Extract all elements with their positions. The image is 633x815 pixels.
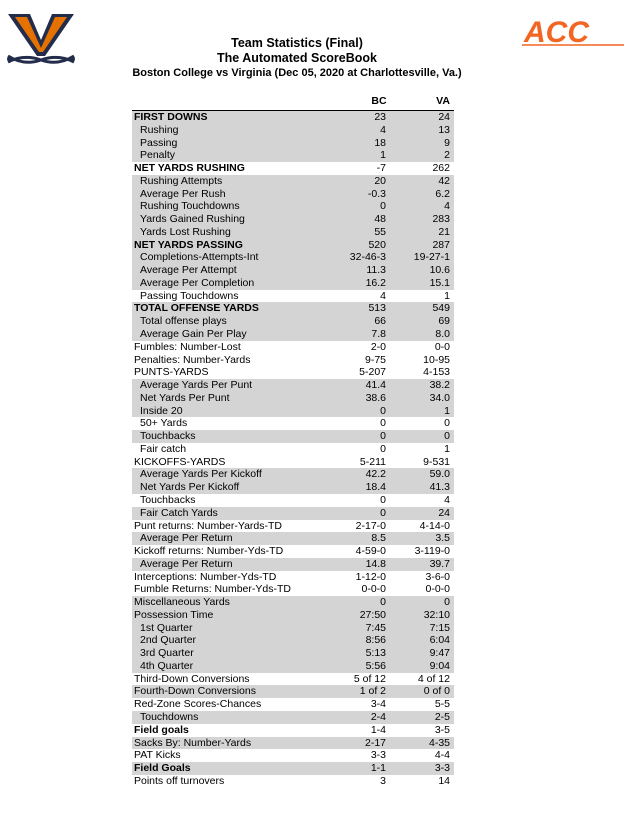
table-row — [132, 762, 454, 775]
table-row — [132, 251, 454, 264]
table-row — [132, 290, 454, 303]
stat-value-va: 10-95 — [423, 353, 450, 366]
stat-value-bc: 18 — [374, 136, 386, 149]
table-row — [132, 494, 454, 507]
stat-label: Rushing Attempts — [140, 174, 223, 187]
stat-label: Fumble Returns: Number-Yds-TD — [134, 583, 291, 596]
stat-value-va: 10.6 — [429, 264, 450, 277]
stat-value-va: 1 — [444, 404, 450, 417]
stat-value-bc: 1-1 — [370, 762, 386, 775]
stat-label: 4th Quarter — [140, 659, 194, 672]
stat-value-va: 14 — [438, 774, 450, 787]
table-row — [132, 264, 454, 277]
stat-label: Touchbacks — [140, 493, 196, 506]
column-header-va: VA — [436, 95, 450, 107]
table-row — [132, 737, 454, 750]
stat-value-va: 262 — [432, 162, 450, 175]
stat-value-va: 4-153 — [423, 366, 450, 379]
stat-value-va: 3-6-0 — [425, 570, 450, 583]
stat-label: Interceptions: Number-Yds-TD — [134, 570, 277, 583]
stat-value-va: 5-5 — [434, 698, 450, 711]
stat-value-bc: 0-0-0 — [361, 583, 386, 596]
stat-value-va: 9:47 — [429, 647, 450, 660]
table-row — [132, 583, 454, 596]
table-row — [132, 392, 454, 405]
table-row — [132, 673, 454, 686]
table-row — [132, 379, 454, 392]
stat-value-va: 7:15 — [429, 621, 450, 634]
stat-label: Penalties: Number-Yards — [134, 353, 251, 366]
column-header-bc: BC — [371, 95, 387, 107]
table-row — [132, 354, 454, 367]
table-row — [132, 417, 454, 430]
stat-value-va: 32:10 — [423, 608, 450, 621]
stat-value-va: 0-0-0 — [425, 583, 450, 596]
table-row — [132, 660, 454, 673]
stat-value-va: 24 — [438, 111, 450, 123]
stat-value-va: 4-14-0 — [419, 519, 450, 532]
stat-label: 3rd Quarter — [140, 647, 194, 660]
acc-logo-text: ACC — [524, 16, 589, 48]
stat-value-bc: 1 — [380, 149, 386, 162]
table-row — [132, 532, 454, 545]
stat-label: Points off turnovers — [134, 774, 225, 787]
stat-label: Average Per Return — [140, 557, 233, 570]
stat-value-va: 0 — [444, 417, 450, 430]
stat-value-va: 4 of 12 — [417, 672, 450, 685]
stat-value-bc: 0 — [380, 417, 386, 430]
table-row — [132, 239, 454, 252]
stat-value-bc: 18.4 — [365, 481, 386, 494]
report-header — [0, 36, 594, 81]
stat-label: Passing Touchdowns — [140, 289, 239, 302]
stat-value-bc: 20 — [374, 174, 386, 187]
stat-label: Fourth-Down Conversions — [134, 685, 256, 698]
table-row — [132, 124, 454, 137]
stat-label: Touchdowns — [140, 710, 199, 723]
stat-value-va: 2-5 — [434, 710, 450, 723]
stat-label: NET YARDS RUSHING — [134, 162, 245, 175]
game-info: Boston College vs Virginia (Dec 05, 2020 at Charlottesville, Va.) — [132, 67, 462, 79]
table-row — [132, 111, 454, 124]
stat-label: PAT Kicks — [134, 749, 181, 762]
stat-value-va: 0-0 — [434, 340, 450, 353]
table-row — [132, 405, 454, 418]
stat-value-va: 8.0 — [435, 328, 450, 341]
stat-value-bc: 42.2 — [365, 468, 386, 481]
stat-value-va: 9 — [444, 136, 450, 149]
table-row — [132, 468, 454, 481]
table-row — [132, 175, 454, 188]
stat-label: Average Gain Per Play — [140, 328, 247, 341]
stat-value-bc: 4 — [380, 123, 386, 136]
table-row — [132, 328, 454, 341]
stat-value-bc: -0.3 — [367, 187, 386, 200]
table-row — [132, 277, 454, 290]
stat-value-bc: 32-46-3 — [349, 251, 386, 264]
table-row — [132, 226, 454, 239]
table-row — [132, 137, 454, 150]
table-row — [132, 430, 454, 443]
table-row — [132, 162, 454, 175]
stat-value-va: 6.2 — [435, 187, 450, 200]
stat-label: TOTAL OFFENSE YARDS — [134, 302, 259, 315]
stat-value-va: 549 — [432, 302, 450, 315]
stat-value-va: 19-27-1 — [413, 251, 450, 264]
stat-value-va: 287 — [432, 238, 450, 251]
stat-value-va: 3.5 — [435, 532, 450, 545]
table-row — [132, 520, 454, 533]
stat-label: Fair Catch Yards — [140, 506, 218, 519]
stat-label: Possession Time — [134, 608, 214, 621]
stat-label: Yards Gained Rushing — [140, 213, 245, 226]
stat-label: 1st Quarter — [140, 621, 193, 634]
stat-label: Net Yards Per Kickoff — [140, 481, 240, 494]
stat-value-va: 4 — [444, 200, 450, 213]
stat-value-va: 15.1 — [429, 276, 450, 289]
table-row — [132, 456, 454, 469]
stat-value-bc: 2-4 — [370, 710, 386, 723]
table-row — [132, 481, 454, 494]
stat-value-bc: 0 — [380, 430, 386, 443]
stat-label: Average Yards Per Kickoff — [140, 468, 262, 481]
table-row — [132, 188, 454, 201]
stat-value-va: 39.7 — [429, 557, 450, 570]
table-row — [132, 302, 454, 315]
stat-value-va: 3-119-0 — [414, 545, 450, 558]
stat-label: Rushing — [140, 123, 179, 136]
stat-label: 2nd Quarter — [140, 634, 197, 647]
stat-label: Punt returns: Number-Yards-TD — [134, 519, 283, 532]
stat-label: Average Per Completion — [140, 276, 255, 289]
stat-value-va: 6:04 — [429, 634, 450, 647]
table-row — [132, 507, 454, 520]
stat-value-bc: 8.5 — [371, 532, 386, 545]
stat-value-va: 1 — [444, 289, 450, 302]
stat-value-va: 0 — [444, 430, 450, 443]
table-row — [132, 545, 454, 558]
stat-label: Rushing Touchdowns — [140, 200, 240, 213]
stat-value-bc: 520 — [368, 238, 386, 251]
stat-value-bc: 5:13 — [365, 647, 386, 660]
stat-value-bc: 66 — [374, 315, 386, 328]
stat-value-va: 3-5 — [434, 723, 450, 736]
stat-label: Sacks By: Number-Yards — [134, 736, 252, 749]
table-row — [132, 558, 454, 571]
stat-value-bc: 5 of 12 — [353, 672, 386, 685]
stat-value-bc: 1-4 — [370, 723, 386, 736]
stat-value-bc: 2-0 — [370, 340, 386, 353]
stat-value-bc: 7:45 — [365, 621, 386, 634]
stat-value-va: 1 — [444, 442, 450, 455]
stat-value-bc: 3 — [380, 774, 386, 787]
stat-value-va: 38.2 — [429, 379, 450, 392]
stat-value-bc: 5:56 — [365, 659, 386, 672]
stat-label: Passing — [140, 136, 178, 149]
stat-value-va: 4 — [444, 493, 450, 506]
table-row — [132, 341, 454, 354]
stat-label: Net Yards Per Punt — [140, 391, 230, 404]
table-row — [132, 634, 454, 647]
stat-label: 50+ Yards — [140, 417, 188, 430]
stat-value-va: 34.0 — [429, 391, 450, 404]
stat-label: Inside 20 — [140, 404, 183, 417]
stat-value-bc: 55 — [374, 225, 386, 238]
table-row — [132, 200, 454, 213]
table-row — [132, 443, 454, 456]
stat-value-bc: 11.3 — [366, 264, 386, 277]
stat-label: Kickoff returns: Number-Yds-TD — [134, 545, 284, 558]
stat-label: Yards Lost Rushing — [140, 225, 231, 238]
stat-label: NET YARDS PASSING — [134, 238, 243, 251]
table-row — [132, 366, 454, 379]
stat-value-bc: 14.8 — [365, 557, 386, 570]
stat-label: PUNTS-YARDS — [134, 366, 209, 379]
stat-label: Average Per Attempt — [140, 264, 237, 277]
stat-value-va: 0 of 0 — [423, 685, 450, 698]
stat-value-va: 13 — [438, 123, 450, 136]
table-row — [132, 596, 454, 609]
column-headers — [132, 95, 454, 108]
stat-label: Third-Down Conversions — [134, 672, 250, 685]
stat-value-va: 69 — [438, 315, 450, 328]
stat-label: Field Goals — [134, 762, 191, 775]
table-row — [132, 698, 454, 711]
stat-value-bc: 513 — [368, 302, 386, 315]
stat-value-va: 4-4 — [434, 749, 450, 762]
table-row — [132, 609, 454, 622]
table-row — [132, 685, 454, 698]
stat-value-va: 21 — [438, 225, 450, 238]
stat-value-va: 9-531 — [423, 455, 450, 468]
stat-label: KICKOFFS-YARDS — [134, 455, 226, 468]
report-subtitle: The Automated ScoreBook — [217, 51, 377, 65]
stat-value-bc: 0 — [380, 596, 386, 609]
stat-value-va: 41.3 — [429, 481, 450, 494]
stat-value-bc: 27:50 — [359, 608, 386, 621]
stat-value-bc: 5-211 — [359, 455, 386, 468]
stat-value-bc: 0 — [380, 200, 386, 213]
stat-value-bc: -7 — [376, 162, 386, 175]
stat-label: Fair catch — [140, 442, 187, 455]
stat-value-bc: 9-75 — [364, 353, 386, 366]
table-row — [132, 749, 454, 762]
stat-value-bc: 38.6 — [365, 391, 386, 404]
stat-value-va: 2 — [444, 149, 450, 162]
stat-label: Touchbacks — [140, 430, 196, 443]
stat-value-va: 59.0 — [429, 468, 450, 481]
stat-label: Field goals — [134, 723, 189, 736]
stat-value-bc: 8:56 — [365, 634, 386, 647]
stat-label: Fumbles: Number-Lost — [134, 340, 241, 353]
stat-value-bc: 7.8 — [371, 328, 386, 341]
stat-label: Average Yards Per Punt — [140, 379, 253, 392]
stat-value-bc: 1-12-0 — [355, 570, 386, 583]
stat-value-bc: 48 — [374, 213, 386, 226]
stat-value-va: 4-35 — [428, 736, 450, 749]
table-row — [132, 315, 454, 328]
table-row — [132, 149, 454, 162]
stat-value-bc: 16.2 — [365, 276, 386, 289]
table-row — [132, 775, 454, 788]
stat-value-bc: 0 — [380, 404, 386, 417]
stat-label: Average Per Rush — [140, 187, 226, 200]
stat-value-bc: 0 — [380, 493, 386, 506]
table-row — [132, 724, 454, 737]
table-row — [132, 571, 454, 584]
stat-value-bc: 3-3 — [370, 749, 386, 762]
stat-label: Total offense plays — [140, 315, 227, 328]
table-row — [132, 213, 454, 226]
table-row — [132, 647, 454, 660]
stat-label: Red-Zone Scores-Chances — [134, 698, 262, 711]
stat-value-bc: 0 — [380, 506, 386, 519]
stat-label: Average Per Return — [140, 532, 233, 545]
stat-label: FIRST DOWNS — [134, 111, 208, 123]
stat-value-bc: 4 — [380, 289, 386, 302]
stat-value-bc: 41.4 — [365, 379, 386, 392]
stat-value-va: 9:04 — [429, 659, 450, 672]
stat-label: Completions-Attempts-Int — [140, 251, 259, 264]
table-row — [132, 622, 454, 635]
stat-label: Miscellaneous Yards — [134, 596, 230, 609]
stats-rows — [132, 111, 454, 788]
stat-value-bc: 0 — [380, 442, 386, 455]
report-title: Team Statistics (Final) — [231, 36, 363, 50]
stat-value-va: 24 — [438, 506, 450, 519]
stat-value-va: 42 — [438, 174, 450, 187]
stat-value-bc: 5-207 — [359, 366, 386, 379]
stat-value-bc: 2-17-0 — [355, 519, 386, 532]
stat-value-va: 3-3 — [434, 762, 450, 775]
stat-value-bc: 2-17 — [364, 736, 386, 749]
stat-value-va: 0 — [444, 596, 450, 609]
team-stats-table — [132, 95, 454, 788]
stat-label: Penalty — [140, 149, 176, 162]
stat-value-bc: 3-4 — [370, 698, 386, 711]
stat-value-bc: 1 of 2 — [359, 685, 386, 698]
stat-value-bc: 4-59-0 — [355, 545, 386, 558]
stat-value-bc: 23 — [374, 111, 386, 123]
table-row — [132, 711, 454, 724]
stat-value-va: 283 — [432, 213, 450, 226]
